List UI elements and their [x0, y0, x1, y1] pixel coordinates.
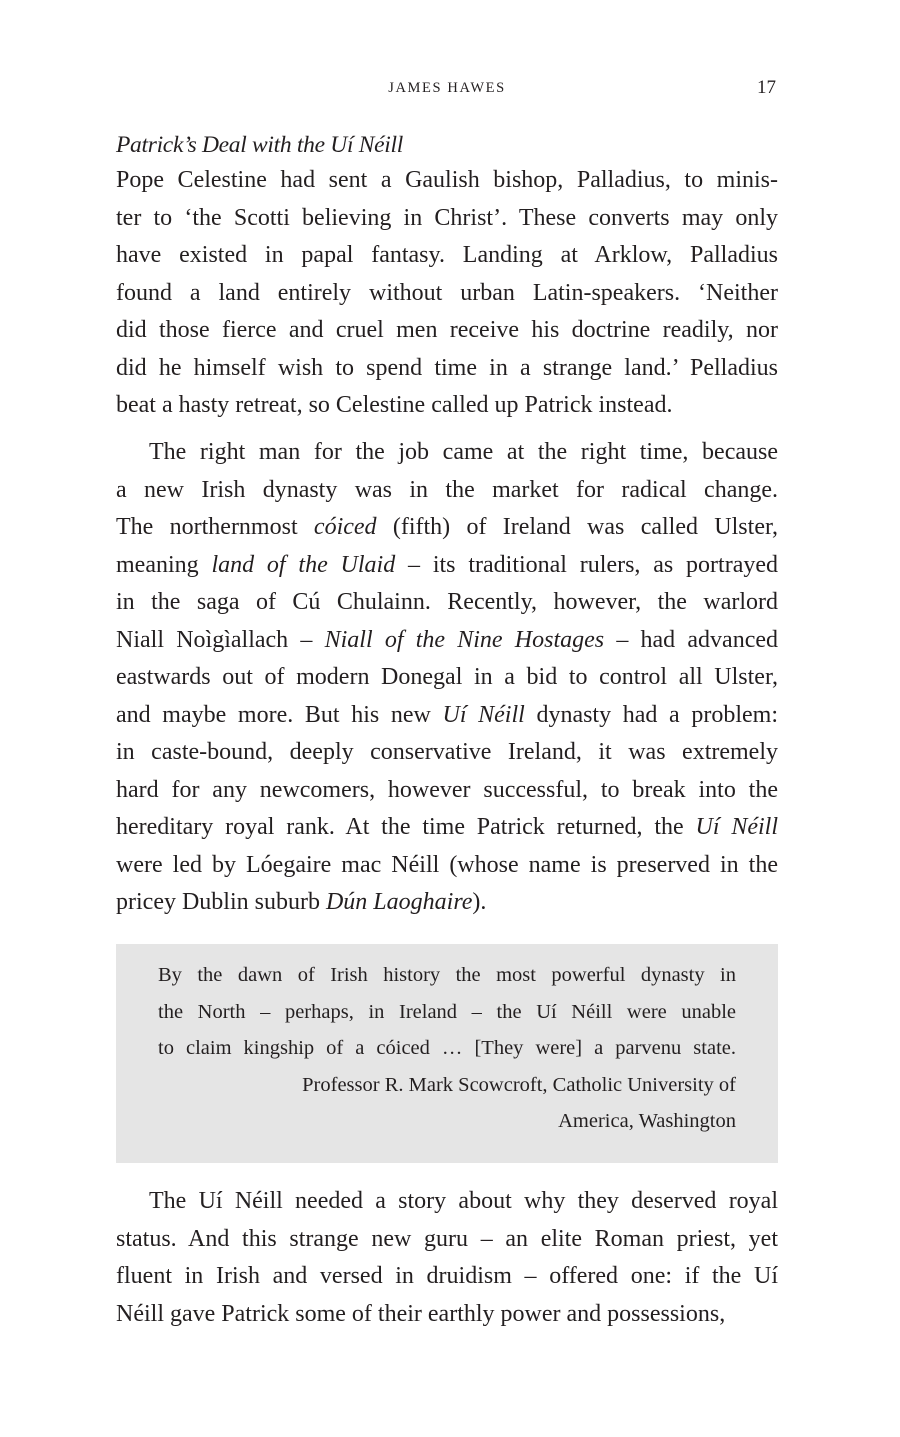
italic-text: Uí Néill [695, 814, 778, 840]
body-paragraph [116, 1183, 778, 1333]
text-run: beat a hasty retreat, so Celestine called up Patrick instead. [116, 392, 673, 418]
text-run: The Uí Néill needed a story about why they deserved royal [149, 1188, 778, 1214]
text-run: were led by Lóegaire mac Néill (whose name is preserved in the [116, 851, 778, 878]
text-line [116, 350, 778, 388]
italic-text: cóiced [313, 514, 377, 540]
block-quote-text [158, 957, 736, 1140]
text-line [116, 772, 778, 810]
text-run: fluent in Irish and versed in druidism – offered one: if the Uí [116, 1263, 778, 1289]
text-line [116, 312, 778, 350]
text-run: dynasty had a problem: [524, 701, 778, 728]
text-line [116, 387, 778, 425]
text-line [116, 734, 778, 772]
text-line [116, 237, 778, 275]
text-run: a new Irish dynasty was in the market for radical change. [116, 476, 778, 503]
italic-text: Dún Laoghaire [325, 889, 473, 915]
text-run: have existed in papal fantasy. Landing at Arklow, Palladius [116, 242, 778, 268]
text-run: status. And this strange new guru – an elite Roman priest, yet [116, 1225, 778, 1252]
running-head [116, 76, 778, 100]
italic-text: land of the Ulaid [211, 551, 396, 578]
quote-line: By the dawn of Irish history the most powerful dynasty in [158, 964, 736, 986]
quote-attribution-line: America, Washington [558, 1110, 736, 1132]
text-run: ). [472, 889, 487, 915]
text-run: did those fierce and cruel men receive his doctrine readily, nor [116, 317, 778, 343]
section-heading: Patrick’s Deal with the Uí Néill [116, 132, 403, 158]
text-line [116, 434, 778, 472]
text-run: – had advanced [604, 626, 779, 653]
body-paragraph [116, 434, 778, 922]
text-line [116, 200, 778, 238]
running-head-title: JAMES HAWES [388, 80, 506, 96]
text-run: ter to ‘the Scotti believing in Christ’. These converts may only [116, 204, 778, 231]
text-run: The right man for the job came at the right time, because [149, 439, 778, 465]
text-line [116, 472, 778, 510]
text-line [116, 162, 778, 200]
text-line [116, 697, 778, 735]
text-run: (fifth) of Ireland was called Ulster, [376, 514, 778, 540]
text-run: Néill gave Patrick some of their earthly power and possessions, [116, 1300, 726, 1327]
text-line [116, 584, 778, 622]
text-line [116, 547, 778, 585]
page-number: 17 [757, 77, 776, 98]
body-paragraph [116, 162, 778, 425]
text-run: in the saga of Cú Chulainn. Recently, however, the warlord [116, 589, 778, 615]
quote-attribution-line: Professor R. Mark Scowcroft, Catholic University of [302, 1073, 736, 1096]
text-line [116, 1296, 778, 1334]
italic-text: Niall of the Nine Hostages [324, 626, 605, 653]
italic-text: Uí Néill [442, 701, 525, 728]
text-run: in caste-bound, deeply conservative Ireland, it was extremely [116, 739, 778, 765]
quote-line: to claim kingship of a cóiced … [They were] a parvenu state. [158, 1037, 736, 1059]
text-run: found a land entirely without urban Latin-speakers. ‘Neither [116, 279, 778, 306]
text-run: and maybe more. But his new [116, 701, 443, 728]
text-line [116, 884, 778, 922]
text-run: Pope Celestine had sent a Gaulish bishop, Palladius, to minis- [116, 167, 778, 193]
text-run: pricey Dublin suburb [116, 889, 326, 915]
text-run: eastwards out of modern Donegal in a bid to control all Ulster, [116, 664, 778, 690]
text-line [116, 1183, 778, 1221]
block-quote [116, 944, 778, 1163]
text-line [116, 1221, 778, 1259]
text-run: – its traditional rulers, as portrayed [395, 551, 778, 578]
text-run: meaning [116, 551, 212, 578]
text-run: Niall Noìgìallach – [116, 626, 325, 653]
text-run: hereditary royal rank. At the time Patrick returned, the [116, 814, 696, 840]
text-line [116, 509, 778, 547]
text-run: The northernmost [116, 514, 314, 540]
text-run: hard for any newcomers, however successful, to break into the [116, 776, 778, 803]
text-line [116, 275, 778, 313]
text-run: did he himself wish to spend time in a strange land.’ Pelladius [116, 354, 778, 381]
quote-line: the North – perhaps, in Ireland – the Uí Néill were unable [158, 1000, 736, 1023]
text-line [116, 622, 778, 660]
text-line [116, 809, 778, 847]
text-line [116, 659, 778, 697]
text-line [116, 1258, 778, 1296]
text-line [116, 847, 778, 885]
